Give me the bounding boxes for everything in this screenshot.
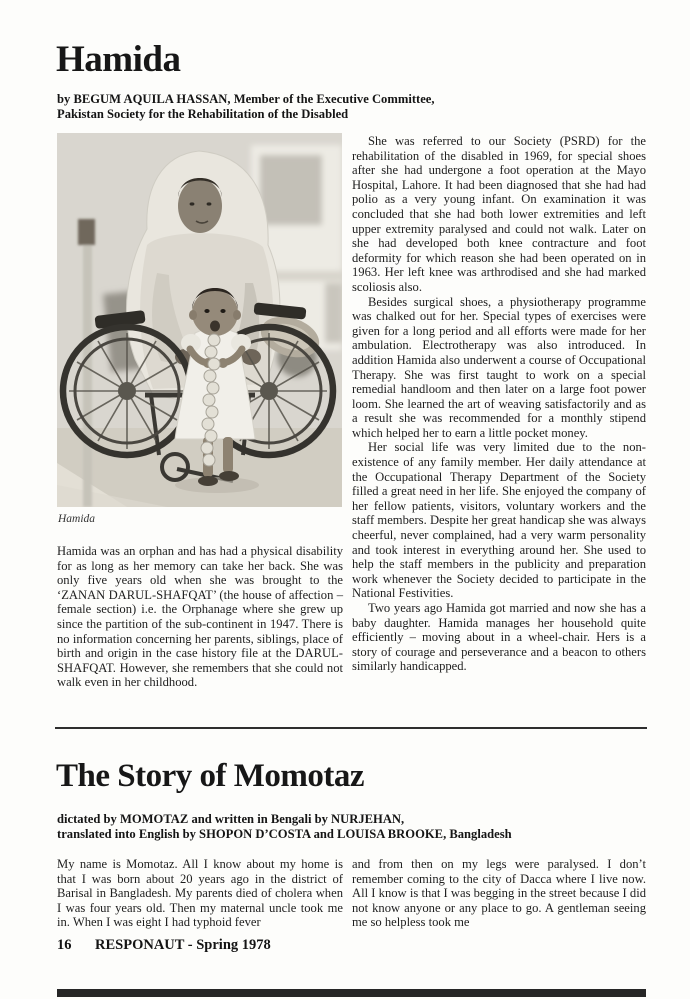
paragraph: Two years ago Hamida got married and now she has a baby daughter. Hamida manages her household quite efficiently – moving about in a wheel-chair. Hers is a story of courage and perseverance and a beacon to others similarly handicapped. [352, 601, 646, 674]
paragraph: Her social life was very limited due to the non-existence of any family member. Her daily attendance at the Occupational Therapy Department of the Society filled a great need in her life. She enjoyed the company of her fellow patients, visitors, voluntary workers and the staff members. Despite her great handicap she was always cheerful, never complained, had a very warm personality and took interest in everything around her. She used to help the staff members in the publicity and preparation work whenever the Society decided to participate in the National Festivities. [352, 440, 646, 601]
article1-title: Hamida [56, 39, 181, 80]
hamida-photo [57, 133, 342, 507]
article2-right-column [352, 857, 646, 930]
article2-byline-line2: translated into English by SHOPON D’COSTA and LOUISA BROOKE, Bangladesh [57, 827, 512, 842]
article1-left-column [57, 544, 343, 690]
article1-byline-line1: by BEGUM AQUILA HASSAN, Member of the Executive Committee, [57, 92, 435, 106]
article2-byline [57, 812, 617, 843]
page-footer [57, 937, 271, 954]
article1-byline-line2: Pakistan Society for the Rehabilitation of the Disabled [57, 107, 349, 122]
article2-title: The Story of Momotaz [56, 758, 365, 794]
paragraph: My name is Momotaz. All I know about my home is that I was born about 20 years ago in the district of Barisal in Bangladesh. My parents died of cholera when I was four years old. Then my maternal uncle took me in. When I was eight I had typhoid fever [57, 857, 343, 930]
scan-edge-bar [57, 989, 646, 997]
article-divider-rule [55, 727, 647, 729]
article1-byline [57, 92, 537, 123]
hamida-photo-illustration [57, 133, 342, 507]
paragraph: She was referred to our Society (PSRD) for the rehabilitation of the disabled in 1969, for special shoes after she had undergone a foot operation at the Mayo Hospital, Lahore. It had been diagnosed that she had had polio as a very young infant. On examination it was concluded that she had both lower extremities and left upper extremity paralysed and could not walk. Later on she had developed both knee contracture and foot deformity for which reason she had been operated on in 1963. Her left knee was arthrodised and she had marked scoliosis also. [352, 134, 646, 294]
article2-left-column [57, 857, 343, 930]
photo-caption: Hamida [58, 513, 96, 525]
paragraph: and from then on my legs were paralysed. I don’t remember coming to the city of Dacca where I live now. All I know is that I was begging in the street because I did not know anyone or any place to go. A gentleman seeing me so helpless took me [352, 857, 646, 930]
journal-title: RESPONAUT - Spring 1978 [95, 937, 271, 953]
paragraph: Hamida was an orphan and has had a physical disability for as long as her memory can take her back. She was only five years old when she was brought to the ‘ZANAN DARUL-SHAFQAT’ (the house of affection – female section) i.e. the Orphanage where she grew up since the partition of the sub-continent in 1947. There is no information concerning her parents, siblings, place of birth and origin in the case history file at the DARUL-SHAFQAT. However, she remembers that she could not walk even in her childhood. [57, 544, 343, 690]
page-number: 16 [57, 937, 72, 953]
article1-right-column [352, 134, 646, 674]
paragraph: Besides surgical shoes, a physiotherapy programme was chalked out for her. Special types of exercises were given for a long period and all efforts were made for her ambulation. Electrotherapy was also introduced. In addition Hamida also underwent a course of Occupational Therapy. She was first taught to work on a special remedial handloom and then later on a large foot power loom. She learned the art of weaving satisfactorily and as a result she was recommended for a monthly stipend which helped her to earn a little pocket money. [352, 294, 646, 440]
article2-byline-line1: dictated by MOMOTAZ and written in Bengali by NURJEHAN, [57, 812, 405, 826]
